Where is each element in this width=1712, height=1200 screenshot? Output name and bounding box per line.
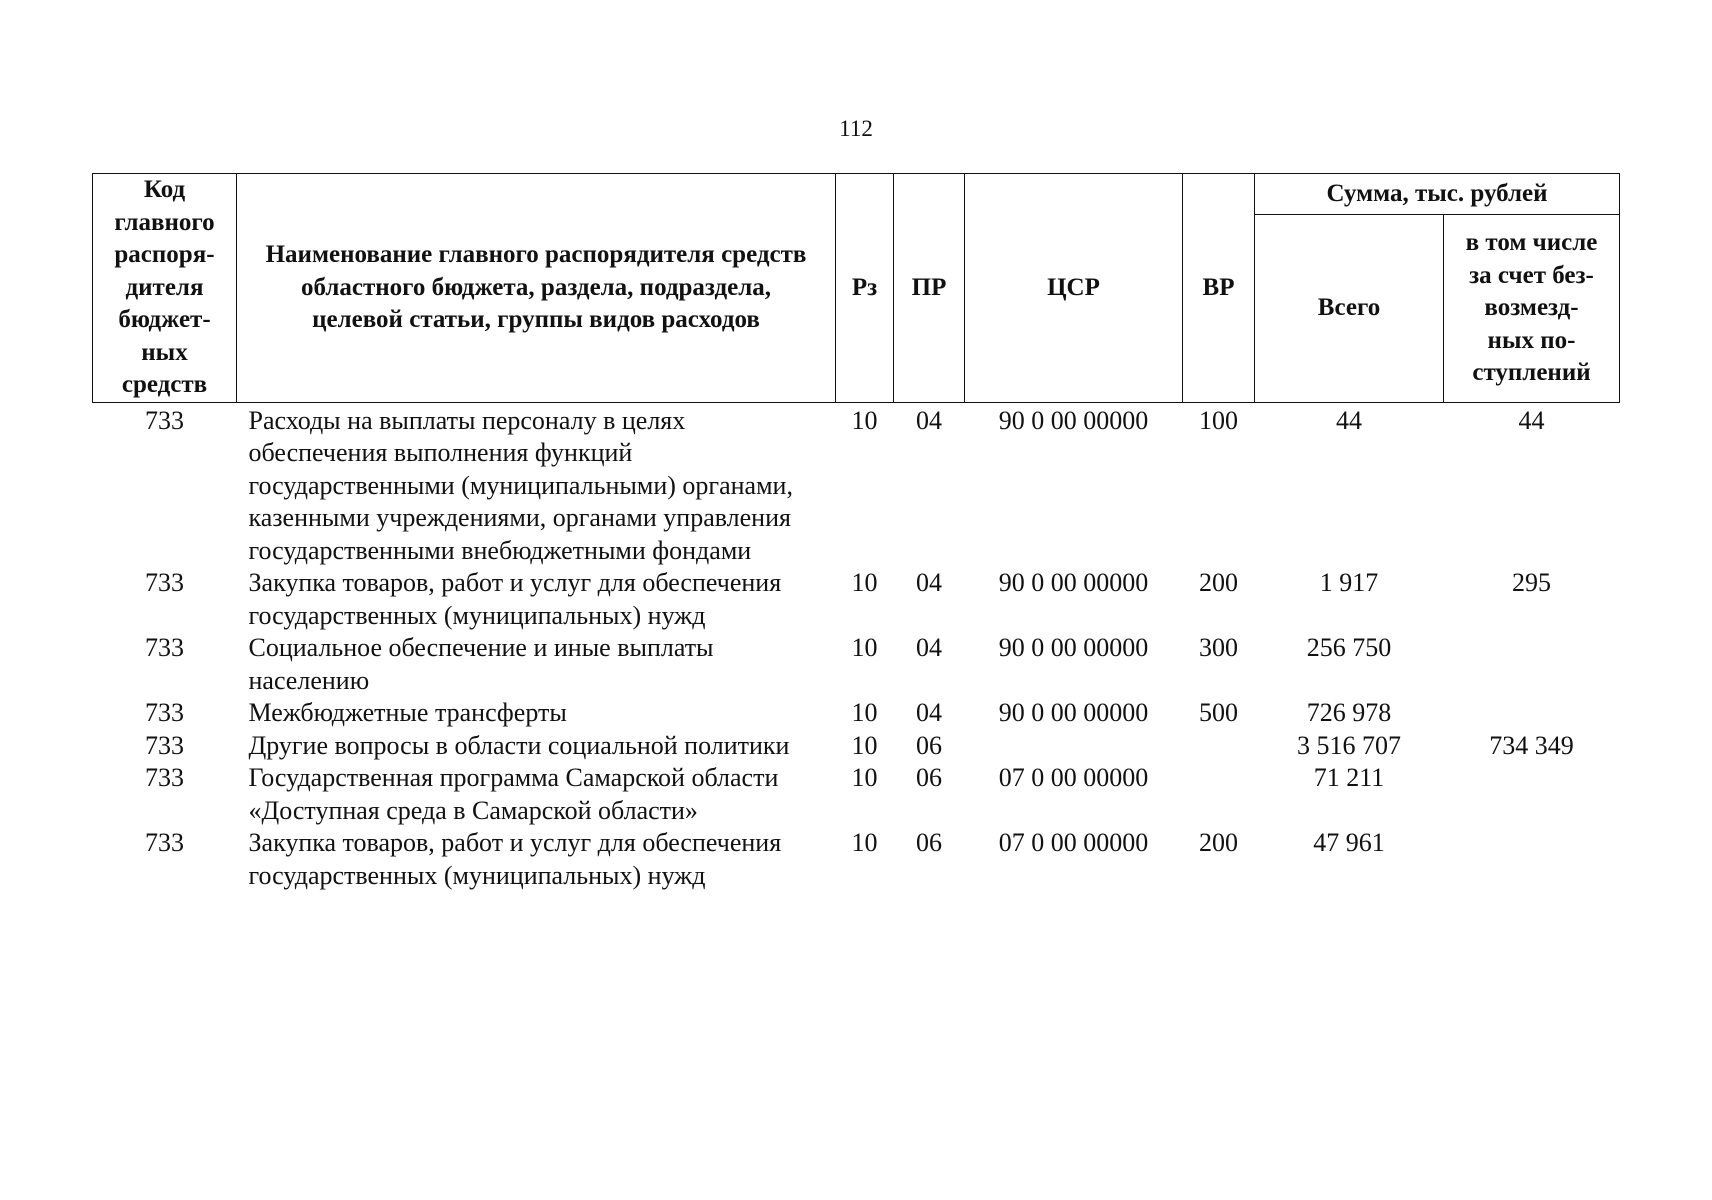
cell-csr: 90 0 00 00000 — [998, 698, 1149, 727]
cell-code: 733 — [145, 828, 184, 857]
cell-code: 733 — [145, 405, 184, 435]
cell-csr: 07 0 00 00000 — [998, 828, 1149, 857]
table-row — [93, 567, 1620, 632]
cell-pr: 04 — [916, 405, 942, 435]
header-rz: Рз — [836, 174, 894, 403]
cell-grants — [1444, 697, 1620, 730]
cell-csr — [965, 730, 1183, 763]
cell-grants — [1444, 632, 1620, 697]
cell-vr: 300 — [1199, 633, 1238, 662]
cell-vr: 200 — [1199, 828, 1238, 857]
cell-name: Расходы на выплаты персоналу в целях обеспечения выполнения функций государственными (муниципальными) органами, казенными учреждениями, органами управления государственными внебюджетными фондами — [248, 405, 793, 565]
header-csr: ЦСР — [965, 174, 1183, 403]
cell-csr: 90 0 00 00000 — [998, 405, 1149, 435]
header-name: Наименование главного распорядителя средств областного бюджета, раздела, подраздела, целевой статьи, группы видов расходов — [237, 174, 836, 403]
header-grants: в том числе за счет без- возмезд- ных по- ступлений — [1444, 215, 1620, 403]
cell-pr: 06 — [916, 763, 942, 792]
cell-total: 256 750 — [1306, 633, 1392, 662]
cell-code: 733 — [145, 698, 184, 727]
table-row — [93, 402, 1620, 567]
header-code: Код главного распоря- дителя бюджет- ных средств — [93, 174, 237, 403]
cell-total: 1 917 — [1319, 568, 1379, 597]
table-row — [93, 730, 1620, 763]
page-number: 112 — [839, 116, 873, 141]
cell-rz: 10 — [851, 633, 878, 662]
cell-csr: 90 0 00 00000 — [998, 568, 1149, 597]
cell-total: 47 961 — [1313, 828, 1385, 857]
cell-csr: 07 0 00 00000 — [998, 763, 1149, 792]
cell-rz: 10 — [851, 698, 878, 727]
table-header — [93, 174, 1620, 403]
cell-code: 733 — [145, 763, 184, 792]
cell-grants — [1444, 827, 1620, 892]
table-row — [93, 632, 1620, 697]
budget-table — [92, 173, 1620, 892]
cell-total: 726 978 — [1306, 698, 1392, 727]
cell-rz: 10 — [851, 568, 878, 597]
cell-name: Межбюджетные трансферты — [248, 698, 567, 727]
cell-vr — [1183, 730, 1255, 763]
cell-total: 3 516 707 — [1297, 730, 1401, 760]
cell-code: 733 — [145, 568, 184, 597]
cell-pr: 04 — [916, 633, 942, 662]
cell-grants: 295 — [1512, 568, 1551, 597]
cell-name: Закупка товаров, работ и услуг для обеспечения государственных (муниципальных) нужд — [248, 568, 782, 630]
cell-pr: 04 — [916, 568, 942, 597]
cell-name: Закупка товаров, работ и услуг для обеспечения государственных (муниципальных) нужд — [248, 828, 782, 890]
table-body — [93, 402, 1620, 892]
cell-vr — [1183, 762, 1255, 827]
cell-pr: 06 — [916, 828, 942, 857]
cell-pr: 06 — [916, 730, 942, 760]
table-row — [93, 827, 1620, 892]
header-total: Всего — [1255, 215, 1444, 403]
cell-grants — [1444, 762, 1620, 827]
cell-name: Другие вопросы в области социальной политики — [248, 730, 790, 760]
cell-vr: 200 — [1199, 568, 1238, 597]
cell-total: 71 211 — [1313, 763, 1385, 792]
cell-rz: 10 — [851, 828, 878, 857]
cell-rz: 10 — [851, 730, 878, 760]
cell-code: 733 — [145, 730, 184, 760]
cell-name: Государственная программа Самарской области «Доступная среда в Самарской области» — [248, 763, 779, 825]
cell-grants: 44 — [1518, 405, 1545, 435]
table-row — [93, 762, 1620, 827]
cell-rz: 10 — [851, 763, 878, 792]
cell-code: 733 — [145, 633, 184, 662]
header-sum-title: Сумма, тыс. рублей — [1255, 174, 1620, 215]
header-vr: ВР — [1183, 174, 1255, 403]
cell-vr: 500 — [1199, 698, 1238, 727]
cell-rz: 10 — [851, 405, 878, 435]
table-row — [93, 697, 1620, 730]
cell-pr: 04 — [916, 698, 942, 727]
cell-vr: 100 — [1199, 405, 1238, 435]
header-pr: ПР — [894, 174, 965, 403]
cell-grants: 734 349 — [1489, 730, 1574, 760]
cell-csr: 90 0 00 00000 — [998, 633, 1149, 662]
cell-total: 44 — [1336, 405, 1362, 435]
cell-name: Социальное обеспечение и иные выплаты населению — [248, 633, 714, 695]
